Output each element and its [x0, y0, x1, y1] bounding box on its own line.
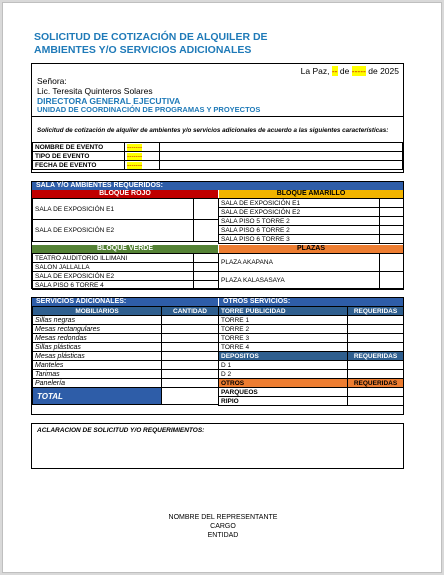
recipient-unit: UNIDAD DE COORDINACIÓN DE PROGRAMAS Y PROYECTOS [37, 105, 261, 114]
title-line-2: AMBIENTES Y/O SERVICIOS ADICIONALES [34, 44, 252, 56]
cantidad-cell[interactable] [162, 343, 219, 352]
depositos-header: DEPOSITOS [219, 352, 348, 361]
sala-item: SALA PISO 6 TORRE 4 [33, 281, 194, 290]
sala-item: SALA PISO 6 TORRE 3 [219, 235, 380, 244]
bloque-verde-header: BLOQUE VERDE [32, 245, 218, 253]
sala-item: SALA DE EXPOSICIÓN E1 [33, 199, 194, 220]
mobiliario-item: Panelería [33, 379, 162, 388]
torre-item: TORRE 4 [219, 343, 348, 352]
otros-item: PARQUEOS [219, 388, 348, 397]
event-row-type [33, 152, 403, 161]
plaza-item: PLAZA AKAPANA [219, 254, 380, 272]
cantidad-cell[interactable] [162, 334, 219, 343]
bloque-rojo-header: BLOQUE ROJO [32, 190, 218, 198]
mobiliario-item: Mesas rectangulares [33, 325, 162, 334]
plazas-header: PLAZAS [219, 245, 403, 253]
cantidad-cell[interactable] [162, 361, 219, 370]
torre-item: TORRE 3 [219, 334, 348, 343]
event-label: TIPO DE EVENTO [33, 152, 125, 161]
mobiliario-item: Mesas redondas [33, 334, 162, 343]
mobiliario-item: Sillas negras [33, 316, 162, 325]
requerida-cell[interactable] [348, 334, 404, 343]
otros-header: OTROS SERVICIOS: [219, 298, 403, 306]
salas-section [31, 181, 404, 289]
aclaracion-box[interactable] [31, 423, 404, 469]
sala-check[interactable] [194, 254, 219, 263]
deposito-item: D 2 [219, 370, 348, 379]
sala-check[interactable] [194, 281, 219, 290]
event-value[interactable]: ------- [127, 161, 143, 169]
servicios-section [31, 297, 404, 415]
torre-item: TORRE 2 [219, 325, 348, 334]
otros-item: RIPIO [219, 397, 348, 406]
requerida-cell[interactable] [348, 397, 404, 406]
plaza-check[interactable] [380, 272, 404, 290]
sala-check[interactable] [194, 272, 219, 281]
sala-check[interactable] [380, 235, 404, 244]
deposito-item: D 1 [219, 361, 348, 370]
title-line-1: SOLICITUD DE COTIZACIÓN DE ALQUILER DE [34, 31, 268, 43]
event-row-name [33, 143, 403, 152]
sala-item: SALA PISO 5 TORRE 2 [219, 217, 380, 226]
cantidad-cell[interactable] [162, 352, 219, 361]
requerida-cell[interactable] [348, 370, 404, 379]
recipient-name: Lic. Teresita Quinteros Solares [37, 86, 153, 96]
plaza-check[interactable] [380, 254, 404, 272]
sala-check[interactable] [380, 208, 404, 217]
bloque-amarillo-header: BLOQUE AMARILLO [219, 190, 403, 198]
sala-check[interactable] [194, 220, 219, 242]
recipient-role: DIRECTORA GENERAL EJECUTIVA [37, 96, 181, 106]
sala-item: TEATRO AUDITORIO ILLIMANI [33, 254, 194, 263]
otros-table [218, 306, 404, 406]
requerida-cell[interactable] [348, 343, 404, 352]
event-label: FECHA DE EVENTO [33, 161, 125, 170]
signature-block [123, 513, 323, 540]
col-cantidad: CANTIDAD [162, 307, 219, 316]
cantidad-cell[interactable] [162, 370, 219, 379]
sala-item: SALON JALLALLA [33, 263, 194, 272]
date-month[interactable]: ----- [351, 66, 366, 76]
event-label: NOMBRE DE EVENTO [33, 143, 125, 152]
sala-item: SALA DE EXPOSICIÓN E2 [219, 208, 380, 217]
sala-item: SALA DE EXPOSICIÓN E2 [33, 220, 194, 242]
col-requeridas: REQUERIDAS [348, 307, 404, 316]
signature-name: NOMBRE DEL REPRESENTANTE [168, 514, 278, 521]
signature-entidad: ENTIDAD [207, 532, 239, 539]
mobiliario-item: Sillas plásticas [33, 343, 162, 352]
bloque-rojo-table [32, 198, 219, 242]
mobiliario-item: Tarimas [33, 370, 162, 379]
bloque-verde-table [32, 253, 219, 290]
event-row-date [33, 161, 403, 170]
event-value[interactable]: ------- [127, 152, 143, 160]
mobiliario-item: Mesas plásticas [33, 352, 162, 361]
sala-item: SALA DE EXPOSICIÓN E1 [219, 199, 380, 208]
depositos-req-header: REQUERIDAS [348, 352, 404, 361]
document-page [2, 2, 442, 573]
requerida-cell[interactable] [348, 361, 404, 370]
total-label: TOTAL [33, 388, 162, 405]
salutation: Señora: [37, 76, 67, 86]
servicios-header: SERVICIOS ADICIONALES: [32, 298, 218, 306]
torre-item: TORRE 1 [219, 316, 348, 325]
sala-check[interactable] [380, 199, 404, 208]
sala-check[interactable] [194, 263, 219, 272]
sala-check[interactable] [380, 217, 404, 226]
col-torre: TORRE PUBLICIDAD [219, 307, 348, 316]
letter-block [31, 63, 404, 173]
intro-text: Solicitud de cotización de alquiler de ambientes y/o servicios adicionales de acuerdo a las siguientes características: [37, 127, 389, 134]
sala-check[interactable] [194, 199, 219, 220]
date-day[interactable]: -- [331, 66, 338, 76]
aclaracion-label: ACLARACION DE SOLICITUD Y/O REQUERIMIENTOS: [37, 427, 205, 434]
requerida-cell[interactable] [348, 388, 404, 397]
plaza-item: PLAZA KALASASAYA [219, 272, 380, 290]
requerida-cell[interactable] [348, 325, 404, 334]
mobiliario-table [32, 306, 219, 405]
cantidad-cell[interactable] [162, 316, 219, 325]
bloque-amarillo-table [218, 198, 404, 244]
event-value[interactable]: ------- [127, 143, 143, 151]
requerida-cell[interactable] [348, 316, 404, 325]
sala-item: SALA DE EXPOSICIÓN E2 [33, 272, 194, 281]
signature-cargo: CARGO [210, 523, 236, 530]
otros-req-header: REQUERIDAS [348, 379, 404, 388]
total-cell[interactable] [162, 388, 219, 405]
sala-item: SALA PISO 6 TORRE 2 [219, 226, 380, 235]
col-mobiliario: MOBILIARIOS [33, 307, 162, 316]
otros-sub-header: OTROS [219, 379, 348, 388]
cantidad-cell[interactable] [162, 379, 219, 388]
mobiliario-item: Manteles [33, 361, 162, 370]
event-table [32, 142, 403, 170]
plazas-table [218, 253, 404, 290]
document-title [34, 31, 294, 57]
date-line: La Paz, -- de ----- de 2025 [300, 66, 399, 76]
salas-header: SALA Y/O AMBIENTES REQUERIDOS: [32, 182, 403, 190]
cantidad-cell[interactable] [162, 325, 219, 334]
sala-check[interactable] [380, 226, 404, 235]
